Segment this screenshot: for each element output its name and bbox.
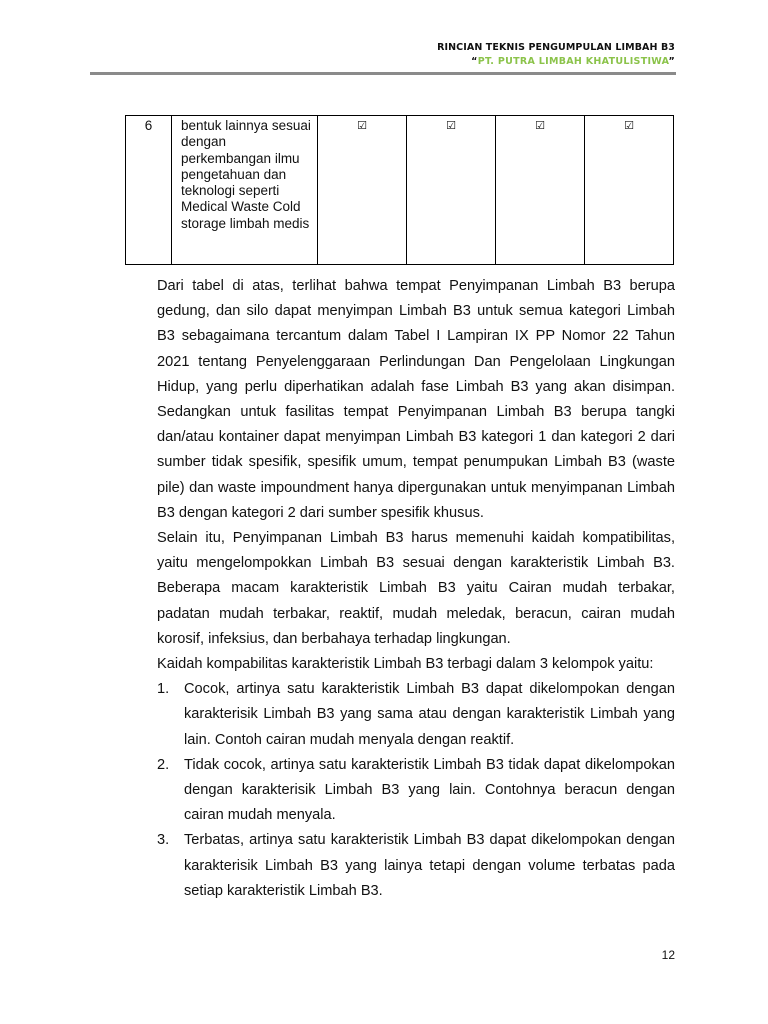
table-row [126,116,674,265]
paragraph: Selain itu, Penyimpanan Limbah B3 harus memenuhi kaidah kompatibilitas, yaitu mengelompokkan Limbah B3 sesuai dengan karakteristik Limbah B3. Beberapa macam karakteristik Limbah B3 yaitu Cairan mudah terbakar, padatan mudah terbakar, reaktif, mudah meledak, beracun, cairan mudah korosif, infeksius, dan berbahaya terhadap lingkungan. [157,530,675,647]
list-item [157,828,675,904]
page-number: 12 [661,948,675,962]
list-number: 1. [157,681,170,698]
checkbox-icon: ☑ [318,116,407,265]
header-company [471,56,675,67]
storage-table [125,115,674,265]
body-text [157,274,675,904]
list-text: Cocok, artinya satu karakteristik Limbah B3 dapat dikelompokan dengan karakterisik Limbah B3 yang sama atau dengan karakteristik Limbah yang lain. Contoh cairan mudah menyala dengan reaktif. [184,681,675,748]
list-number: 2. [157,756,170,773]
list-text: Tidak cocok, artinya satu karakteristik Limbah B3 tidak dapat dikelompokan dengan karakterisik Limbah B3 yang lain. Contohnya beracun dengan cairan mudah menyala. [184,756,675,824]
checkbox-icon: ☑ [585,116,674,265]
header-title: RINCIAN TEKNIS PENGUMPULAN LIMBAH B3 [437,42,675,53]
row-description: bentuk lainnya sesuai dengan perkembangan ilmu pengetahuan dan teknologi seperti Medical Waste Cold storage limbah medis [172,116,318,265]
list-text: Terbatas, artinya satu karakteristik Limbah B3 dapat dikelompokan dengan karakterisik Limbah B3 yang lainya tetapi dengan volume terbatas pada setiap karakteristik Limbah B3. [184,832,675,899]
list-item [157,677,675,753]
list-number: 3. [157,832,170,849]
paragraph: Kaidah kompabilitas karakteristik Limbah B3 terbagi dalam 3 kelompok yaitu: [157,656,654,673]
close-quote: ” [668,56,675,67]
row-number: 6 [126,116,172,265]
checkbox-icon: ☑ [496,116,585,265]
checkbox-icon: ☑ [407,116,496,265]
list-item [157,753,675,829]
header-divider [90,72,676,75]
paragraph: Dari tabel di atas, terlihat bahwa tempat Penyimpanan Limbah B3 berupa gedung, dan silo dapat menyimpan Limbah B3 untuk semua kategori Limbah B3 sebagaimana tercantum dalam Tabel I Lampiran IX PP Nomor 22 Tahun 2021 tentang Penyelenggaraan Perlindungan Dan Pengelolaan Lingkungan Hidup, yang perlu diperhatikan adalah fase Limbah B3 yang akan disimpan. Sedangkan untuk fasilitas tempat Penyimpanan Limbah B3 berupa tangki dan/atau kontainer dapat menyimpan Limbah B3 kategori 1 dan kategori 2 dari sumber tidak spesifik, spesifik umum, tempat penumpukan Limbah B3 (waste pile) dan waste impoundment hanya dipergunakan untuk menyimpanan Limbah B3 dengan kategori 2 dari sumber spesifik khusus. [157,278,675,521]
company-name: PT. PUTRA LIMBAH KHATULISTIWA [477,56,669,67]
open-quote: “ [471,56,478,67]
